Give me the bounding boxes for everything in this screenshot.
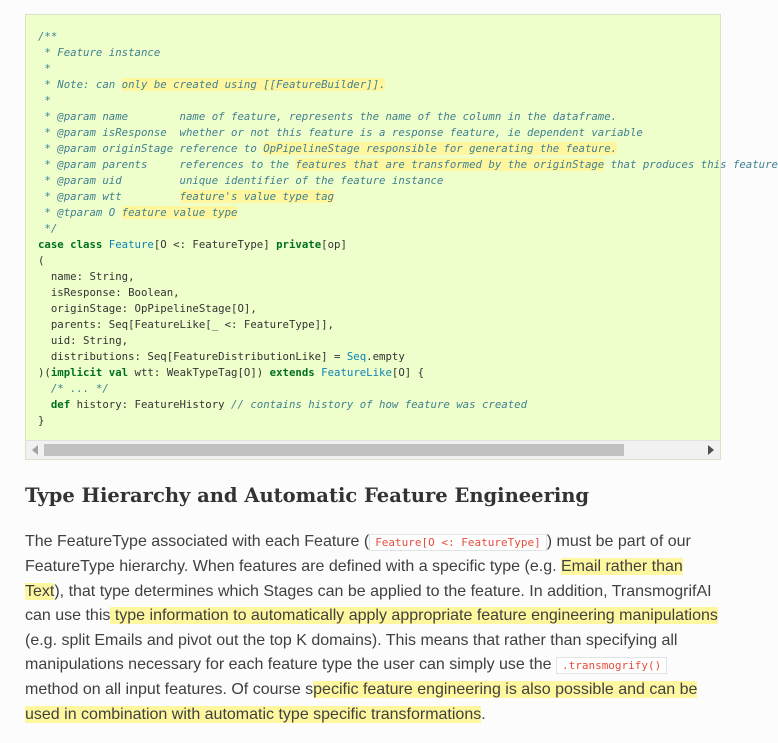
- code-line: [38, 349, 778, 365]
- code-token: // contains history of how feature was created: [231, 398, 528, 411]
- code-token: case class: [38, 238, 109, 251]
- paragraph-text: method on all input features. Of course s: [25, 681, 314, 699]
- highlighted-code-token: feature value type: [121, 206, 238, 219]
- code-token: /**: [38, 30, 58, 43]
- code-line: [38, 365, 778, 381]
- paragraph-text: (e.g. split Emails and pivot out the top K domains). This means that rather than specifying all manipulations necessary for each feature type the user can simply use the: [25, 631, 678, 674]
- code-line: [38, 29, 778, 45]
- code-token: parents: Seq[FeatureLike[_ <: FeatureType]],: [38, 318, 334, 331]
- code-line: [38, 77, 778, 93]
- code-line: [38, 269, 778, 285]
- code-token: * @param originStage reference to: [38, 142, 264, 155]
- code-token: Feature: [108, 238, 154, 251]
- code-line: [38, 205, 778, 221]
- inline-code-feature: Feature[O <: FeatureType]: [369, 534, 547, 551]
- scroll-thumb[interactable]: [44, 444, 624, 456]
- code-token: [O] {: [391, 366, 425, 379]
- code-token: * Note: can: [38, 78, 122, 91]
- code-token: * @param wtt: [38, 190, 180, 203]
- code-token: [O <: FeatureType]: [153, 238, 277, 251]
- code-token: )(: [38, 366, 51, 379]
- code-line: [38, 397, 778, 413]
- code-line: [38, 109, 778, 125]
- section-paragraph: [25, 530, 725, 727]
- code-line: [38, 333, 778, 349]
- code-token: def: [38, 398, 77, 411]
- code-token: history: FeatureHistory: [76, 398, 232, 411]
- code-line: [38, 285, 778, 301]
- code-token: FeatureLike: [321, 366, 392, 379]
- code-token: distributions: Seq[FeatureDistributionLike] =: [38, 350, 347, 363]
- code-token: */: [38, 222, 58, 235]
- paragraph-text: The FeatureType associated with each Feature (: [25, 533, 370, 550]
- highlight-text: Email rather than Text: [25, 558, 683, 600]
- code-line: [38, 189, 778, 205]
- code-token: uid: String,: [38, 334, 129, 347]
- code-line: [38, 301, 778, 317]
- paragraph-text: .: [481, 705, 486, 723]
- code-token: * @param isResponse whether or not this feature is a response feature, ie dependent variable: [38, 126, 643, 139]
- highlighted-code-token: OpPipelineStage responsible for generating the feature.: [263, 142, 618, 155]
- code-token: name: String,: [38, 270, 135, 283]
- code-line: [38, 237, 778, 253]
- highlighted-code-token: feature's value type tag: [179, 190, 334, 203]
- code-token: * @tparam O: [38, 206, 122, 219]
- highlight-text: pecific feature engineering is also possible and can be used in combination with automatic type specific transformations: [25, 681, 698, 723]
- highlighted-code-token: features that are transformed by the originStage: [295, 158, 605, 171]
- code-line: [38, 141, 778, 157]
- code-token: wtt: WeakTypeTag[O]): [134, 366, 270, 379]
- code-token: * @param name name of feature, represents the name of the column in the dataframe.: [38, 110, 618, 123]
- code-token: }: [38, 414, 45, 427]
- inline-code-transmogrify: .transmogrify(): [556, 657, 667, 674]
- code-token: implicit val: [50, 366, 135, 379]
- code-token: that produces this feature: [604, 158, 778, 171]
- code-token: private: [276, 238, 322, 251]
- code-line: [38, 61, 778, 77]
- code-line: [38, 253, 778, 269]
- highlighted-code-token: only be created using [[FeatureBuilder]].: [121, 78, 386, 91]
- code-token: (: [38, 254, 45, 267]
- paragraph-text: ) must be part of our FeatureType hierarchy. When features are defined with a specific type (e.g.: [25, 533, 691, 576]
- scroll-left-arrow-icon[interactable]: [32, 445, 38, 455]
- code-token: originStage: OpPipelineStage[O],: [38, 302, 257, 315]
- code-token: * Feature instance: [38, 46, 161, 59]
- code-line: [38, 221, 778, 237]
- code-text: [38, 29, 778, 429]
- section-heading: Type Hierarchy and Automatic Feature Engineering: [25, 484, 590, 507]
- code-line: [38, 173, 778, 189]
- code-token: isResponse: Boolean,: [38, 286, 180, 299]
- code-token: Seq: [346, 350, 367, 363]
- code-token: *: [38, 62, 51, 75]
- code-line: [38, 381, 778, 397]
- paragraph-text: ), that type determines which Stages can be applied to the feature. In addition, TransmogrifAI can use this: [25, 582, 712, 625]
- code-line: [38, 125, 778, 141]
- code-token: [op]: [321, 238, 347, 251]
- code-line: [38, 157, 778, 173]
- code-line: [38, 413, 778, 429]
- code-token: *: [38, 94, 51, 107]
- code-token: /* ... */: [38, 382, 109, 395]
- code-block: [25, 14, 778, 460]
- code-token: extends: [269, 366, 322, 379]
- code-token: * @param parents references to the: [38, 158, 296, 171]
- code-line: [38, 93, 778, 109]
- scroll-right-arrow-icon[interactable]: [708, 445, 714, 455]
- horizontal-scrollbar[interactable]: [26, 440, 720, 459]
- code-line: [38, 45, 778, 61]
- code-token: * @param uid unique identifier of the feature instance: [38, 174, 444, 187]
- code-token: .empty: [366, 350, 405, 363]
- code-line: [38, 317, 778, 333]
- highlight-text: type information to automatically apply appropriate feature engineering manipulations: [110, 607, 718, 625]
